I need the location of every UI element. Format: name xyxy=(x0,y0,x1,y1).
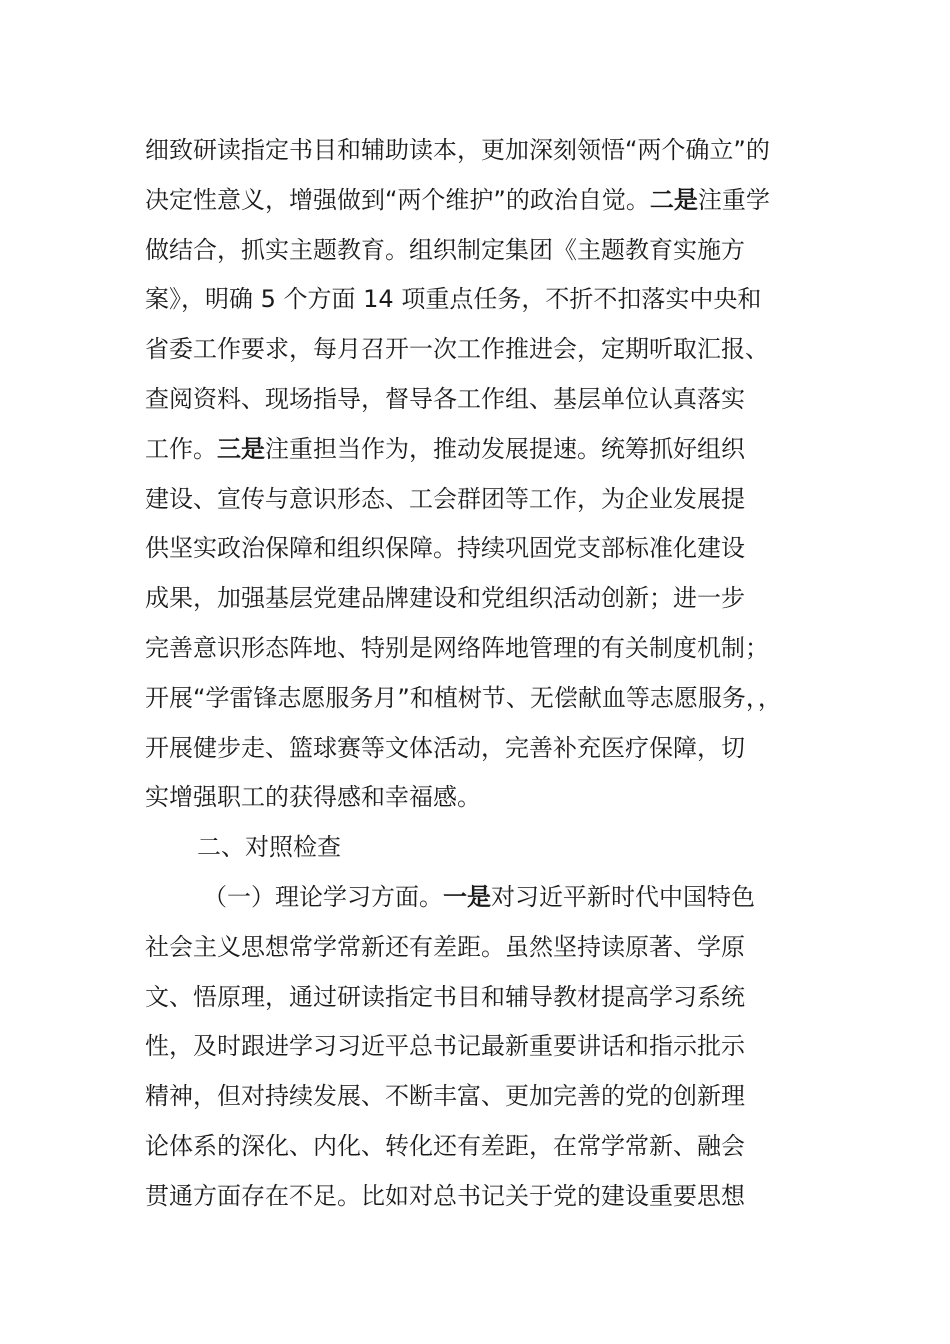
bold-marker: 二是 xyxy=(649,185,698,214)
text-line: 实增强职工的获得感和幸福感。 xyxy=(145,783,481,812)
text-line: 开展“学雷锋志愿服务月”和植树节、无偿献血等志愿服务，， xyxy=(145,683,782,712)
text-line: 做结合，抓实主题教育。组织制定集团《主题教育实施方 xyxy=(145,235,745,264)
text-line: 省委工作要求，每月召开一次工作推进会，定期听取汇报、 xyxy=(145,335,769,364)
text-line: 完善意识形态阵地、特别是网络阵地管理的有关制度机制； xyxy=(145,633,769,662)
text-line: 案》，明确 5 个方面 14 项重点任务，不折不扣落实中央和 xyxy=(145,285,762,314)
bold-marker: 三是 xyxy=(217,434,265,463)
text-line: 查阅资料、现场指导，督导各工作组、基层单位认真落实 xyxy=(145,384,745,413)
text-line: 开展健步走、篮球赛等文体活动，完善补充医疗保障，切 xyxy=(145,733,745,762)
text-line: 文、悟原理，通过研读指定书目和辅导教材提高学习系统 xyxy=(145,982,745,1011)
text-line: 成果，加强基层党建品牌建设和党组织活动创新；进一步 xyxy=(145,584,745,613)
bold-marker: 一是 xyxy=(443,882,491,911)
text-line: 精神，但对持续发展、不断丰富、更加完善的党的创新理 xyxy=(145,1082,745,1111)
text-line: 决定性意义，增强做到“两个维护”的政治自觉。二是注重学 xyxy=(145,185,770,214)
text-line: 社会主义思想常学常新还有差距。虽然坚持读原著、学原 xyxy=(145,932,745,961)
text-line: 性，及时跟进学习习近平总书记最新重要讲话和指示批示 xyxy=(145,1032,745,1061)
text-line: （一）理论学习方面。一是对习近平新时代中国特色 xyxy=(203,882,755,911)
text-line: 细致研读指定书目和辅助读本，更加深刻领悟“两个确立”的 xyxy=(145,136,770,164)
text-line: 贯通方面存在不足。比如对总书记关于党的建设重要思想 xyxy=(145,1181,745,1210)
section-heading: 二、对照检查 xyxy=(197,833,341,862)
text-line: 工作。三是注重担当作为，推动发展提速。统筹抓好组织 xyxy=(145,434,745,463)
text-line: 论体系的深化、内化、转化还有差距，在常学常新、融会 xyxy=(145,1131,745,1160)
text-line: 供坚实政治保障和组织保障。持续巩固党支部标准化建设 xyxy=(145,534,745,563)
document-body xyxy=(145,126,845,1222)
text-line: 建设、宣传与意识形态、工会群团等工作，为企业发展提 xyxy=(145,484,745,513)
